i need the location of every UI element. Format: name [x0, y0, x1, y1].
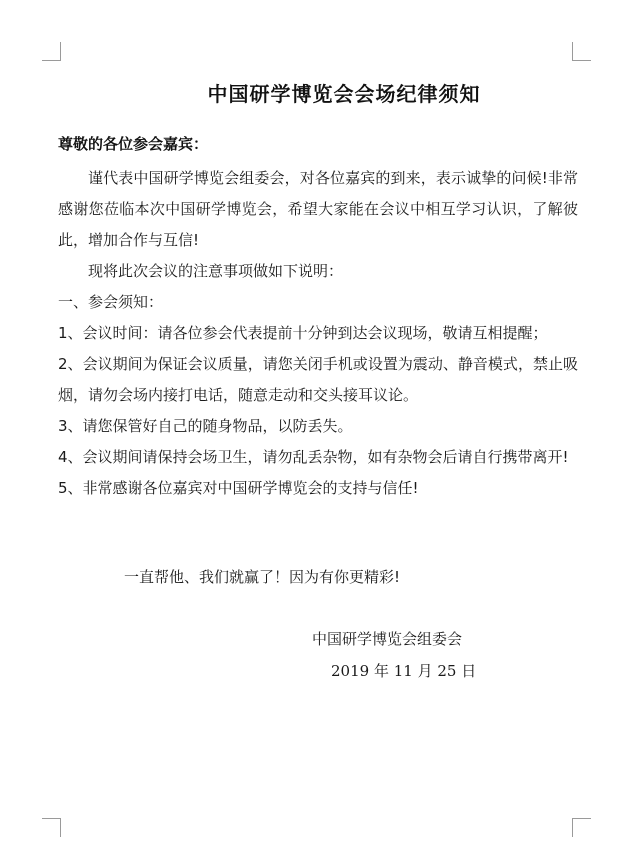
- section-heading: 一、参会须知：: [58, 293, 164, 311]
- crop-mark-bottom-left: [42, 818, 61, 837]
- list-item: 5、非常感谢各位嘉宾对中国研学博览会的支持与信任!: [58, 479, 419, 497]
- salutation: 尊敬的各位参会嘉宾：: [58, 135, 209, 153]
- list-item: 1、会议时间：请各位参会代表提前十分钟到达会议现场，敬请互相提醒；: [58, 324, 548, 342]
- document-title: 中国研学博览会会场纪律须知: [207, 82, 481, 106]
- signature: 中国研学博览会组委会: [312, 630, 463, 648]
- list-item: 3、请您保管好自己的随身物品，以防丢失。: [58, 417, 353, 435]
- crop-mark-bottom-right: [572, 818, 591, 837]
- slogan: 一直帮他、我们就赢了！因为有你更精彩!: [124, 568, 401, 586]
- crop-mark-top-left: [42, 42, 61, 61]
- intro-paragraph: 谨代表中国研学博览会组委会，对各位嘉宾的到来，表示诚挚的问候!非常感谢您莅临本次中国研学博览会，希望大家能在会议中相互学习认识，了解彼此，增加合作与互信!: [58, 169, 578, 249]
- list-item: 2、会议期间为保证会议质量，请您关闭手机或设置为震动、静音模式，禁止吸烟，请勿会场内接打电话，随意走动和交头接耳议论。: [58, 355, 578, 404]
- crop-mark-top-right: [572, 42, 591, 61]
- document-body: [58, 163, 578, 504]
- notice-paragraph: 现将此次会议的注意事项做如下说明：: [88, 262, 344, 280]
- list-item: 4、会议期间请保持会场卫生，请勿乱丢杂物，如有杂物会后请自行携带离开!: [58, 448, 569, 466]
- date: 2019 年 11 月 25 日: [331, 662, 477, 680]
